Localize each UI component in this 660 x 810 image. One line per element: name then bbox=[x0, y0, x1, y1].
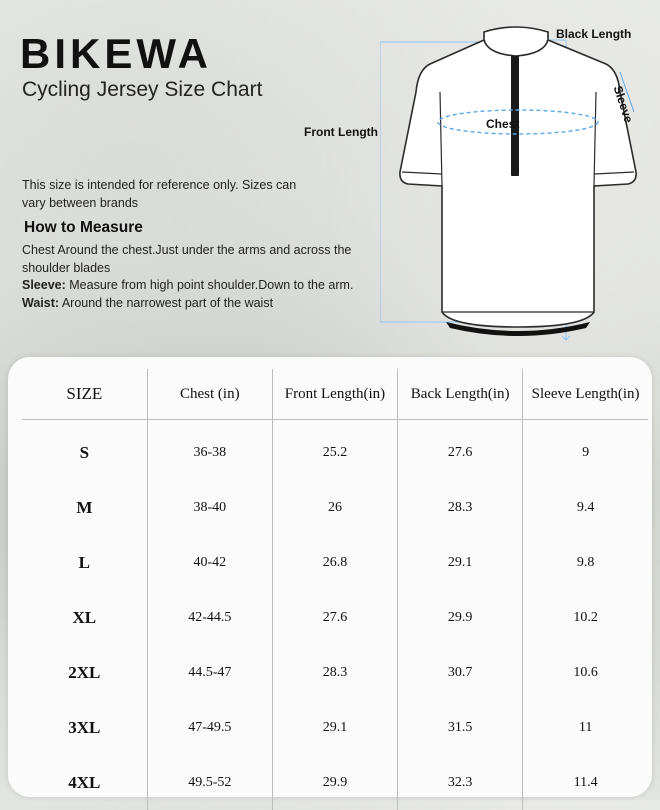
table-row bbox=[22, 755, 648, 810]
sleeve-length-cell: 11.4 bbox=[523, 755, 648, 810]
waist-instruction bbox=[22, 295, 372, 313]
jersey-diagram bbox=[380, 22, 660, 347]
front-length-cell: 28.3 bbox=[272, 645, 397, 700]
front-length-cell: 29.9 bbox=[272, 755, 397, 810]
sleeve-length-cell: 10.6 bbox=[523, 645, 648, 700]
how-to-measure-heading: How to Measure bbox=[24, 219, 143, 236]
size-cell: M bbox=[76, 497, 93, 517]
measure-instructions bbox=[22, 242, 372, 312]
page-subtitle: Cycling Jersey Size Chart bbox=[22, 78, 263, 101]
sleeve-instruction-text: Measure from high point shoulder.Down to the arm. bbox=[65, 278, 354, 292]
back-length-cell: 29.9 bbox=[398, 590, 523, 645]
header-size: SIZE bbox=[22, 369, 147, 420]
waist-instruction-label: Waist: bbox=[22, 295, 60, 310]
header-front-length: Front Length(in) bbox=[272, 369, 397, 420]
back-length-cell: 28.3 bbox=[398, 480, 523, 535]
reference-note: This size is intended for reference only. Sizes can vary between brands bbox=[22, 178, 297, 210]
chest-cell: 47-49.5 bbox=[147, 700, 272, 755]
chest-label: Chest bbox=[486, 117, 520, 131]
brand-logo: BIKEWA bbox=[20, 30, 212, 77]
table-row bbox=[22, 645, 648, 700]
sleeve-length-cell: 9 bbox=[523, 420, 648, 481]
size-chart-table bbox=[22, 369, 648, 810]
header-back-length: Back Length(in) bbox=[398, 369, 523, 420]
back-length-cell: 29.1 bbox=[398, 535, 523, 590]
front-length-label: Front Length bbox=[304, 125, 378, 139]
front-length-cell: 25.2 bbox=[272, 420, 397, 481]
size-cell: L bbox=[78, 552, 91, 572]
size-cell: XL bbox=[72, 607, 97, 627]
table-row bbox=[22, 700, 648, 755]
back-length-cell: 32.3 bbox=[398, 755, 523, 810]
chest-cell: 36-38 bbox=[147, 420, 272, 481]
chest-cell: 44.5-47 bbox=[147, 645, 272, 700]
back-length-cell: 30.7 bbox=[398, 645, 523, 700]
chest-cell: 38-40 bbox=[147, 480, 272, 535]
size-cell: 3XL bbox=[68, 717, 101, 737]
front-length-cell: 29.1 bbox=[272, 700, 397, 755]
front-length-cell: 27.6 bbox=[272, 590, 397, 645]
table-row bbox=[22, 420, 648, 481]
sleeve-length-cell: 10.2 bbox=[523, 590, 648, 645]
black-length-label: Black Length bbox=[556, 27, 632, 41]
waist-instruction-text: Around the narrowest part of the waist bbox=[59, 295, 274, 310]
chest-cell: 42-44.5 bbox=[147, 590, 272, 645]
header-sleeve-length: Sleeve Length(in) bbox=[523, 369, 648, 420]
front-length-cell: 26.8 bbox=[272, 535, 397, 590]
back-length-cell: 31.5 bbox=[398, 700, 523, 755]
header-chest: Chest (in) bbox=[147, 369, 272, 420]
size-cell: 2XL bbox=[68, 662, 101, 682]
sleeve-label: Sleeve bbox=[610, 84, 636, 125]
jersey-illustration bbox=[380, 22, 660, 347]
sleeve-length-cell: 9.4 bbox=[523, 480, 648, 535]
front-length-cell: 26 bbox=[272, 480, 397, 535]
size-chart-card bbox=[8, 357, 652, 797]
sleeve-instruction bbox=[22, 277, 372, 295]
table-row bbox=[22, 480, 648, 535]
sleeve-length-cell: 11 bbox=[523, 700, 648, 755]
chest-cell: 40-42 bbox=[147, 535, 272, 590]
chest-instruction: Chest Around the chest.Just under the arms and across the shoulder blades bbox=[22, 243, 352, 275]
back-length-cell: 27.6 bbox=[398, 420, 523, 481]
sleeve-length-cell: 9.8 bbox=[523, 535, 648, 590]
table-row bbox=[22, 535, 648, 590]
table-header-row bbox=[22, 369, 648, 420]
chest-cell: 49.5-52 bbox=[147, 755, 272, 810]
size-cell: 4XL bbox=[68, 772, 101, 792]
sleeve-instruction-label: Sleeve: bbox=[22, 278, 66, 292]
size-cell: S bbox=[79, 442, 90, 462]
table-row bbox=[22, 590, 648, 645]
